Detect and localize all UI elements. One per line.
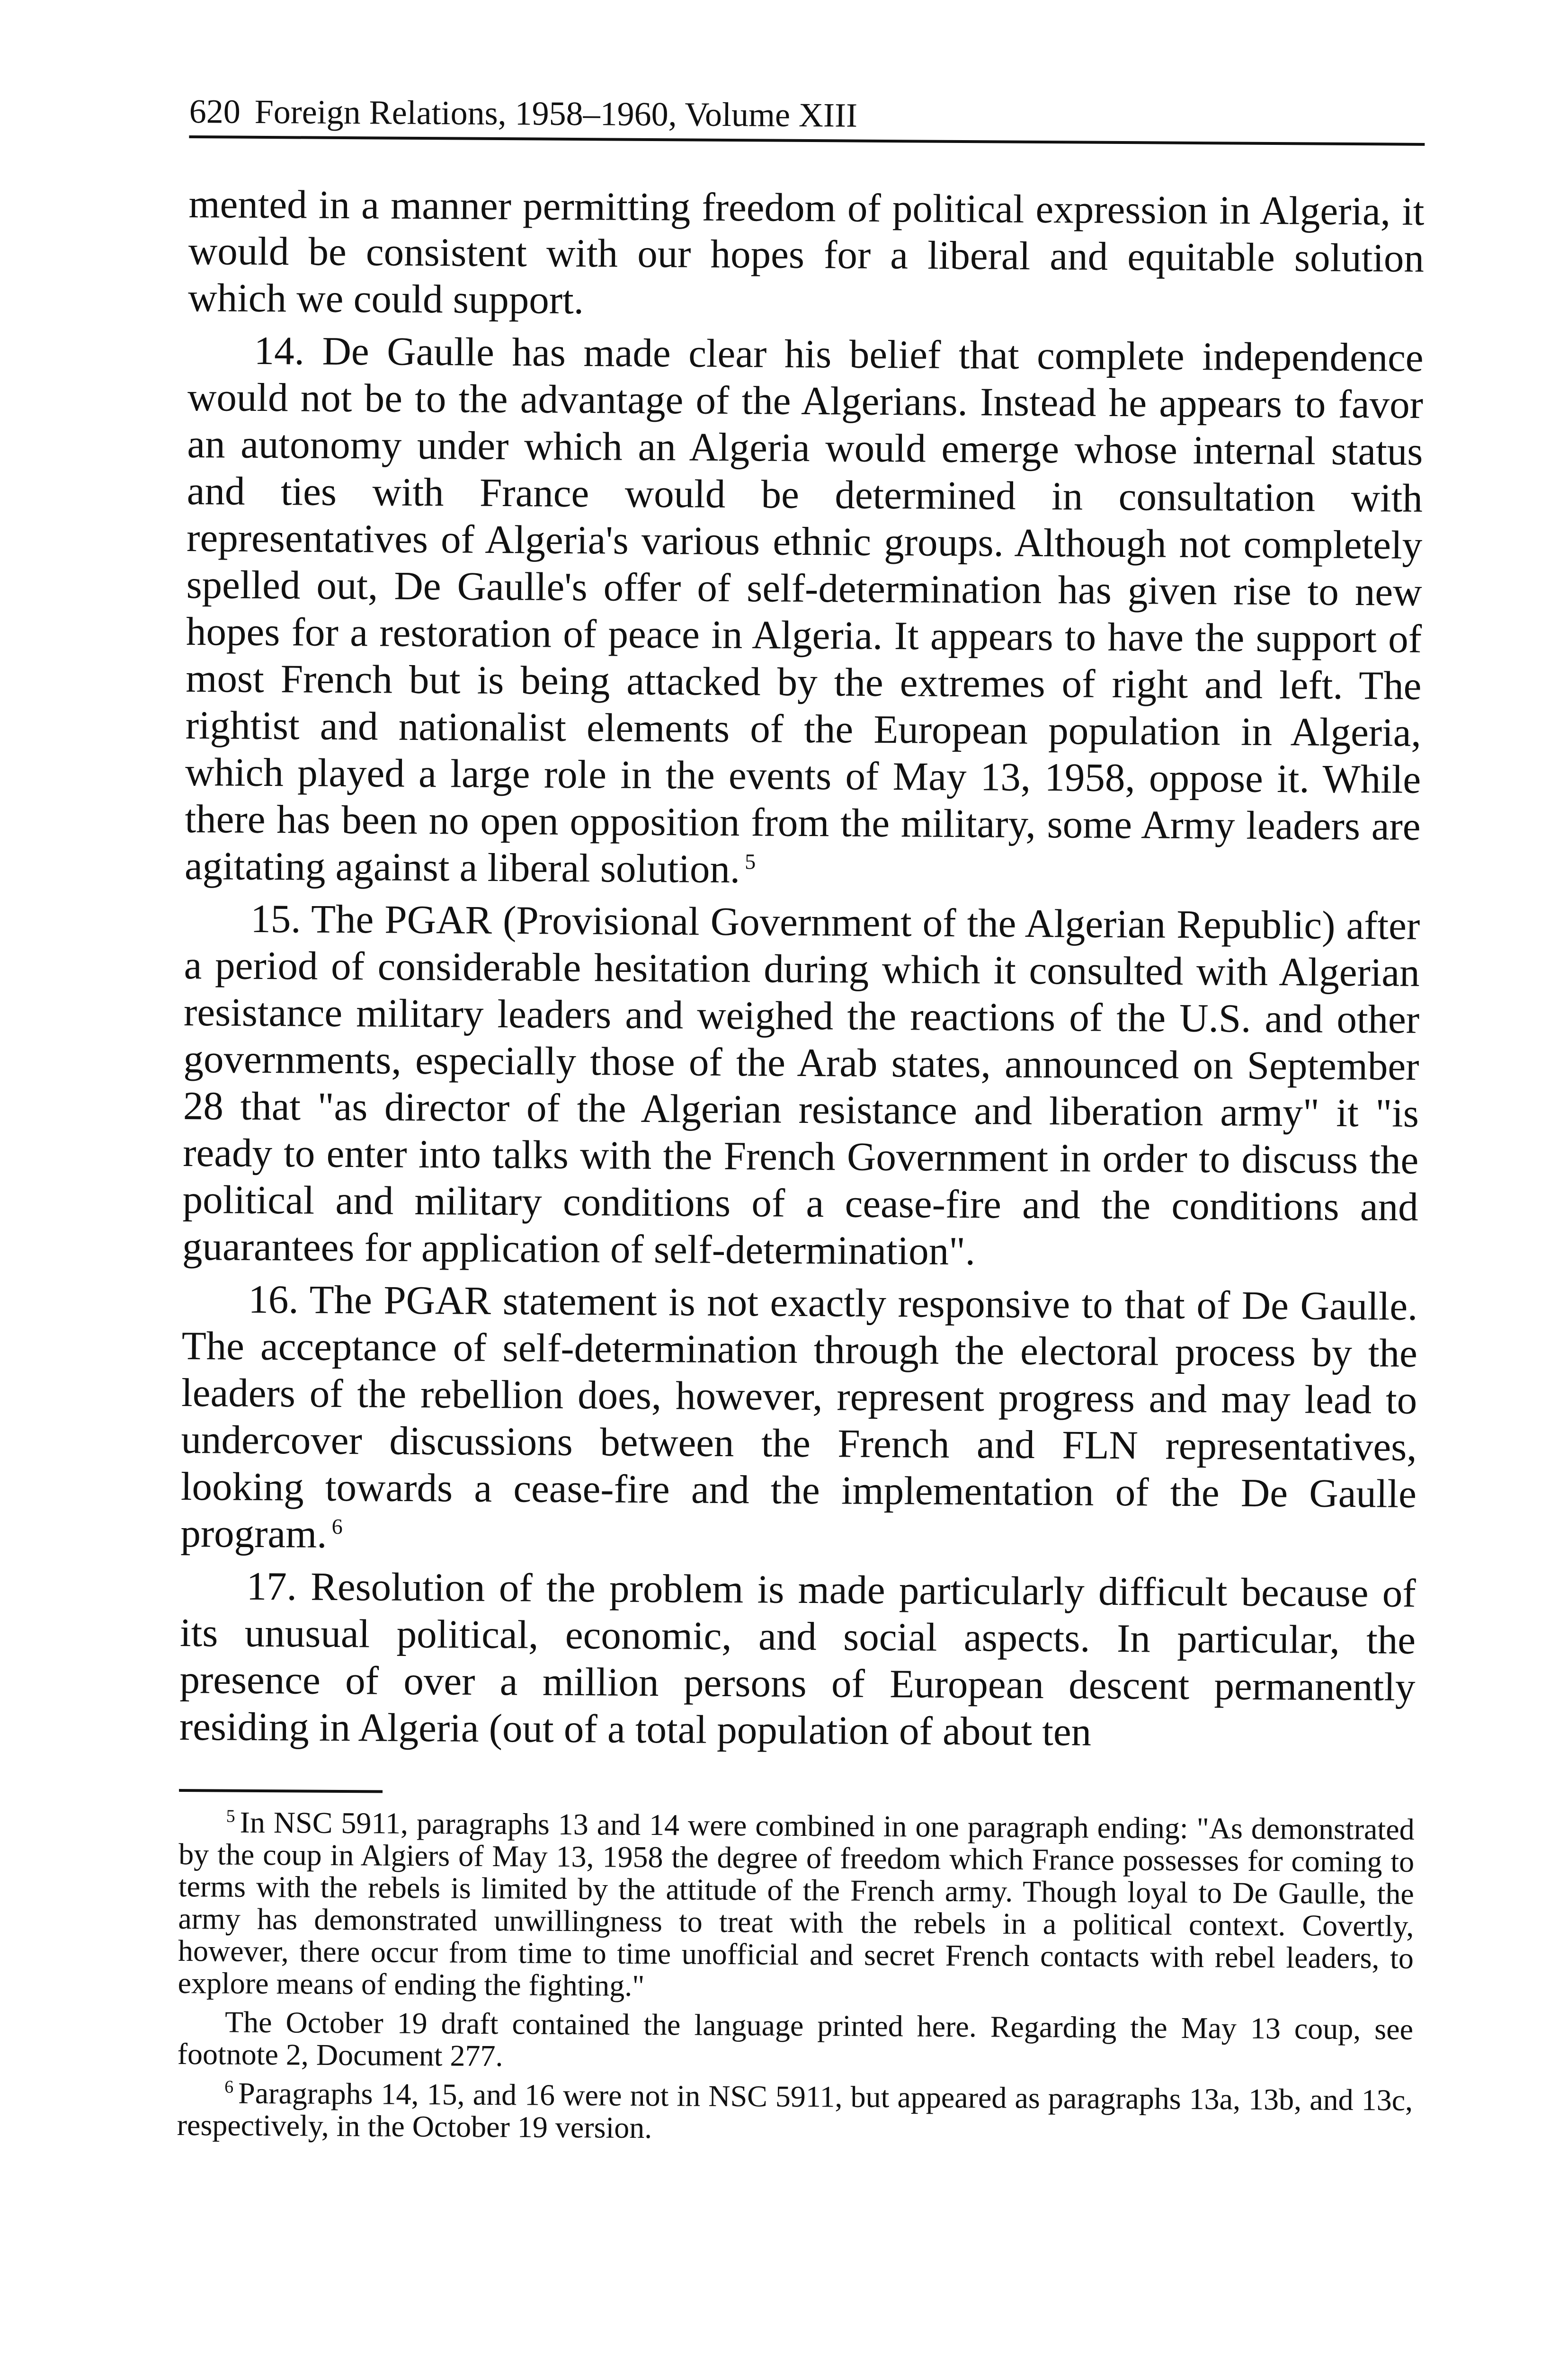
paragraph-14 [185, 327, 1424, 897]
page-number: 620 [189, 92, 241, 131]
footnote-5-marker: 5 [226, 1806, 235, 1826]
volume-title: Foreign Relations, 1958–1960, Volume XIII [254, 92, 858, 134]
footnote-5-text: In NSC 5911, paragraphs 13 and 14 were combined in one paragraph ending: "As demonstrated by the coup in Algiers of May 13, 1958 the degree of freedom which France possesses for coming to terms with the rebels is limited by the attitude of the French army. Though loyal to De Gaulle, the army has demonstrated unwillingness to treat with the rebels in a political context. Covertly, however, there occur from time to time unofficial and secret French contacts with rebel leaders, to explore means of ending the fighting." [178, 1805, 1415, 2002]
document-page [175, 90, 1425, 2367]
footnote-5 [178, 1806, 1414, 2007]
paragraph-16-text: 16. The PGAR statement is not exactly responsive to that of De Gaulle. The acceptance of self-determination through the electoral process by the leaders of the rebellion does, however, represent progress and may lead to undercover discussions between the French and FLN representatives, looking towards a cease-fire and the implementation of the De Gaulle program. [180, 1277, 1418, 1557]
footnote-6 [177, 2077, 1413, 2149]
footnotes [177, 1806, 1415, 2149]
paragraph-16 [180, 1276, 1418, 1565]
paragraph-14-text: 14. De Gaulle has made clear his belief that complete independence would not be to the advantage of the Algerians. Instead he appears to favor an autonomy under which an Algeria would emerge whose internal status and ties with France would be determined in consultation with representatives of Algeria's various ethnic groups. Although not completely spelled out, De Gaulle's offer of self-determination has given rise to new hopes for a restoration of peace in Algeria. It appears to have the support of most French but is being attacked by the extremes of right and left. The rightist and nationalist elements of the European population in Algeria, which played a large role in the events of May 13, 1958, oppose it. While there has been no open opposition from the military, some Army leaders are agitating against a liberal solution. [184, 328, 1424, 892]
paragraph-15: 15. The PGAR (Provisional Government of the Algerian Republic) after a period of considerable hesitation during which it consulted with Algerian resistance military leaders and weighed the reactions of the U.S. and other governments, especially those of the Arab states, announced on September 28 that "as director of the Algerian resistance and liberation army" it "is ready to enter into talks with the French Government in order to discuss the political and military conditions of a cease-fire and the conditions and guarantees for application of self-determination". [182, 896, 1420, 1274]
running-header [189, 90, 1425, 146]
footnote-divider [179, 1789, 383, 1793]
paragraph-17: 17. Resolution of the problem is made particularly difficult because of its unusual political, economic, and social aspects. In particular, the presence of over a million persons of European descent permanently residing in Algeria (out of a total population of about ten [179, 1564, 1416, 1754]
paragraph-continuation: mented in a manner permitting freedom of political expression in Algeria, it would be consistent with our hopes for a liberal and equitable solution which we could support. [188, 181, 1425, 323]
body-text [179, 181, 1425, 1758]
footnote-ref-6: 6 [331, 1514, 343, 1539]
footnote-6-marker: 6 [224, 2077, 234, 2097]
footnote-ref-5: 5 [745, 849, 756, 874]
footnote-5-continuation: The October 19 draft contained the language printed here. Regarding the May 13 coup, see footnote 2, Document 277. [177, 2005, 1414, 2073]
footnote-6-text: Paragraphs 14, 15, and 16 were not in NSC 5911, but appeared as paragraphs 13a, 13b, and 13c, respectively, in the October 19 version. [177, 2076, 1413, 2145]
